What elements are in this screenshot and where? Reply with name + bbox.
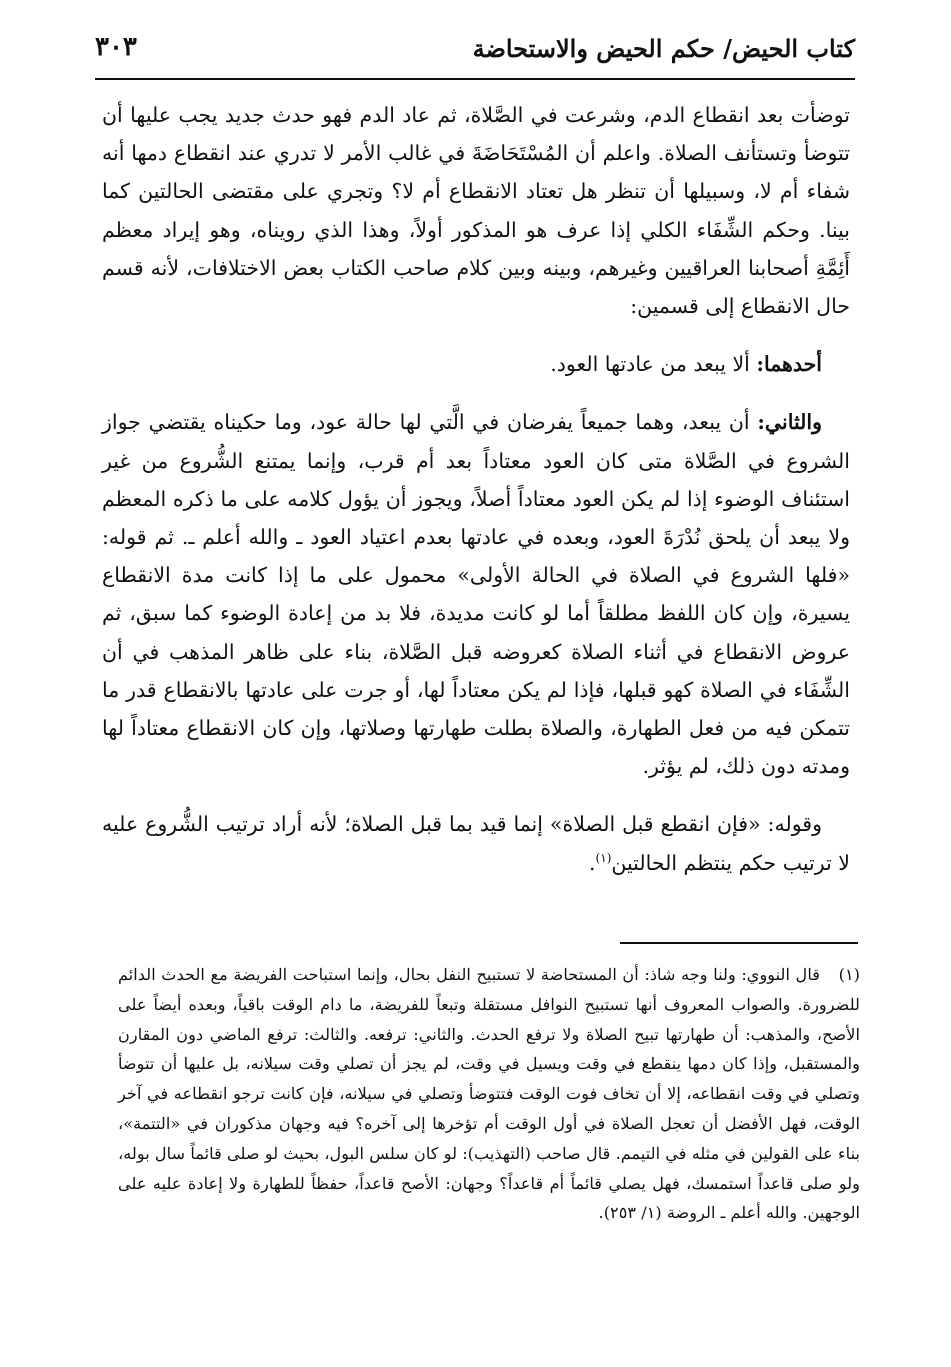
footnote: [118, 960, 860, 1228]
footnote-text: قال النووي: ولنا وجه شاذ: أن المستحاضة لا تستبيح النفل بحال، وإنما استباحت الفريضة مع الحدث الدائم للضرورة. والصواب المعروف أنها تستبيح النوافل مستقلة وتبعاً للفريضة، ما دام الوقت باقياً، وبعده أيضاً على الأصح، والمذهب: أن طهارتها تبيح الصلاة ولا ترفع الحدث. والثاني: ترفعه. والثالث: ترفع الماضي دون المقارن والمستقبل، وإذا كان دمها ينقطع في وقت ويسيل في وقت، لم يجز أن تصلي وقت سيلانه، بل عليها أن تتوضأ وتصلي في وقت انقطاعه، إلا أن تخاف فوت الوقت فتتوضأ وتصلي في سيلانه، فإن كانت ترجو انقطاعه في آخر الوقت، فهل الأفضل أن تعجل الصلاة في أول الوقت أم تؤخرها إلى آخره؟ فيه وجهان مذكوران في «التتمة»، بناء على القولين في مثله في التيمم. قال صاحب (التهذيب): لو كان سلس البول، بحيث لو صلى قائماً سال بوله، ولو صلى قاعداً استمسك، فهل يصلي قائماً أم قاعداً؟ وجهان: الأصح قاعداً، حفظاً للطهارة ولا إعادة عليه على الوجهين. والله أعلم ـ الروضة (١/ ٢٥٣).: [118, 965, 860, 1223]
footnote-reference: (١): [595, 850, 612, 865]
second-label: والثاني:: [757, 410, 822, 435]
paragraph-4-text: وقوله: «فإن انقطع قبل الصلاة» إنما قيد بما قبل الصلاة؛ لأنه أراد ترتيب الشُّروع عليه لا ترتيب حكم ينتظم الحالتين: [102, 812, 850, 875]
footnote-divider: [620, 942, 858, 944]
footnote-paragraph: [118, 960, 860, 1228]
footnote-marker: (١): [838, 965, 860, 984]
header-title: كتاب الحيض/ حكم الحيض والاستحاضة: [472, 34, 855, 63]
running-header: [95, 30, 855, 74]
paragraph-1: توضأت بعد انقطاع الدم، وشرعت في الصَّلاة، ثم عاد الدم فهو حدث جديد يجب عليها أن تتوضأ وتستأنف الصلاة. واعلم أن المُسْتَحَاضَةَ في غالب الأمر لا تدري عند انقطاع دمها أنه شفاء أم لا، وسبيلها أن تنظر هل تعتاد الانقطاع أم لا؟ وتجري على مقتضى الحالتين كما بينا. وحكم الشِّفَاء الكلي إذا عرف هو المذكور أولاً، وهذا الذي رويناه، وهو إيراد معظم أَئِمَّةِ أصحابنا العراقيين وغيرهم، وبينه وبين كلام صاحب الكتاب بعض الاختلافات، لأنه قسم حال الانقطاع إلى قسمين:: [102, 103, 850, 319]
second-text: أن يبعد، وهما جميعاً يفرضان في الَّتي لها حالة عود، وما حكيناه يقتضي جواز الشروع في الصَّلاة متى كان العود معتاداً بعد أم قرب، وإنما يمتنع الشُّروع من غير استئناف الوضوء إذا لم يكن العود معتاداً أصلاً، ويجوز أن يؤول كلامه على ما ذكره المعظم ولا يبعد أن يلحق نُدْرَةَ العود، وبعده في عادتها بعدم اعتياد العود ـ والله أعلم ـ. ثم قوله: «فلها الشروع في الصلاة في الحالة الأولى» محمول على ما إذا كانت مدة الانقطاع يسيرة، وإن كان اللفظ مطلقاً أما لو كانت مديدة، فلا بد من إعادة الوضوء كما سبق، ثم عروض الانقطاع في أثناء الصلاة كعروضه قبل الصَّلاة، بناء على ظاهر المذهب في أن الشِّفَاء في الصلاة كهو قبلها، فإذا لم يكن معتاداً لها، أو جرت على عادتها بالانقطاع قدر ما تتمكن فيه من فعل الطهارة، والصلاة بطلت طهارتها وصلاتها، وإن كان الانقطاع معتاداً لها ومدته دون ذلك، لم يؤثر.: [102, 410, 850, 779]
page-number: ٣٠٣: [95, 32, 137, 62]
paragraph-second-section: [102, 403, 850, 785]
paragraph-first-section: [102, 345, 850, 383]
first-text: ألا يبعد من عادتها العود.: [550, 352, 750, 377]
header-divider: [95, 78, 855, 80]
paragraph-4-end: .: [589, 850, 596, 875]
first-label: أحدهما:: [756, 352, 822, 377]
main-text: [102, 96, 850, 882]
paragraph-4: [102, 805, 850, 881]
